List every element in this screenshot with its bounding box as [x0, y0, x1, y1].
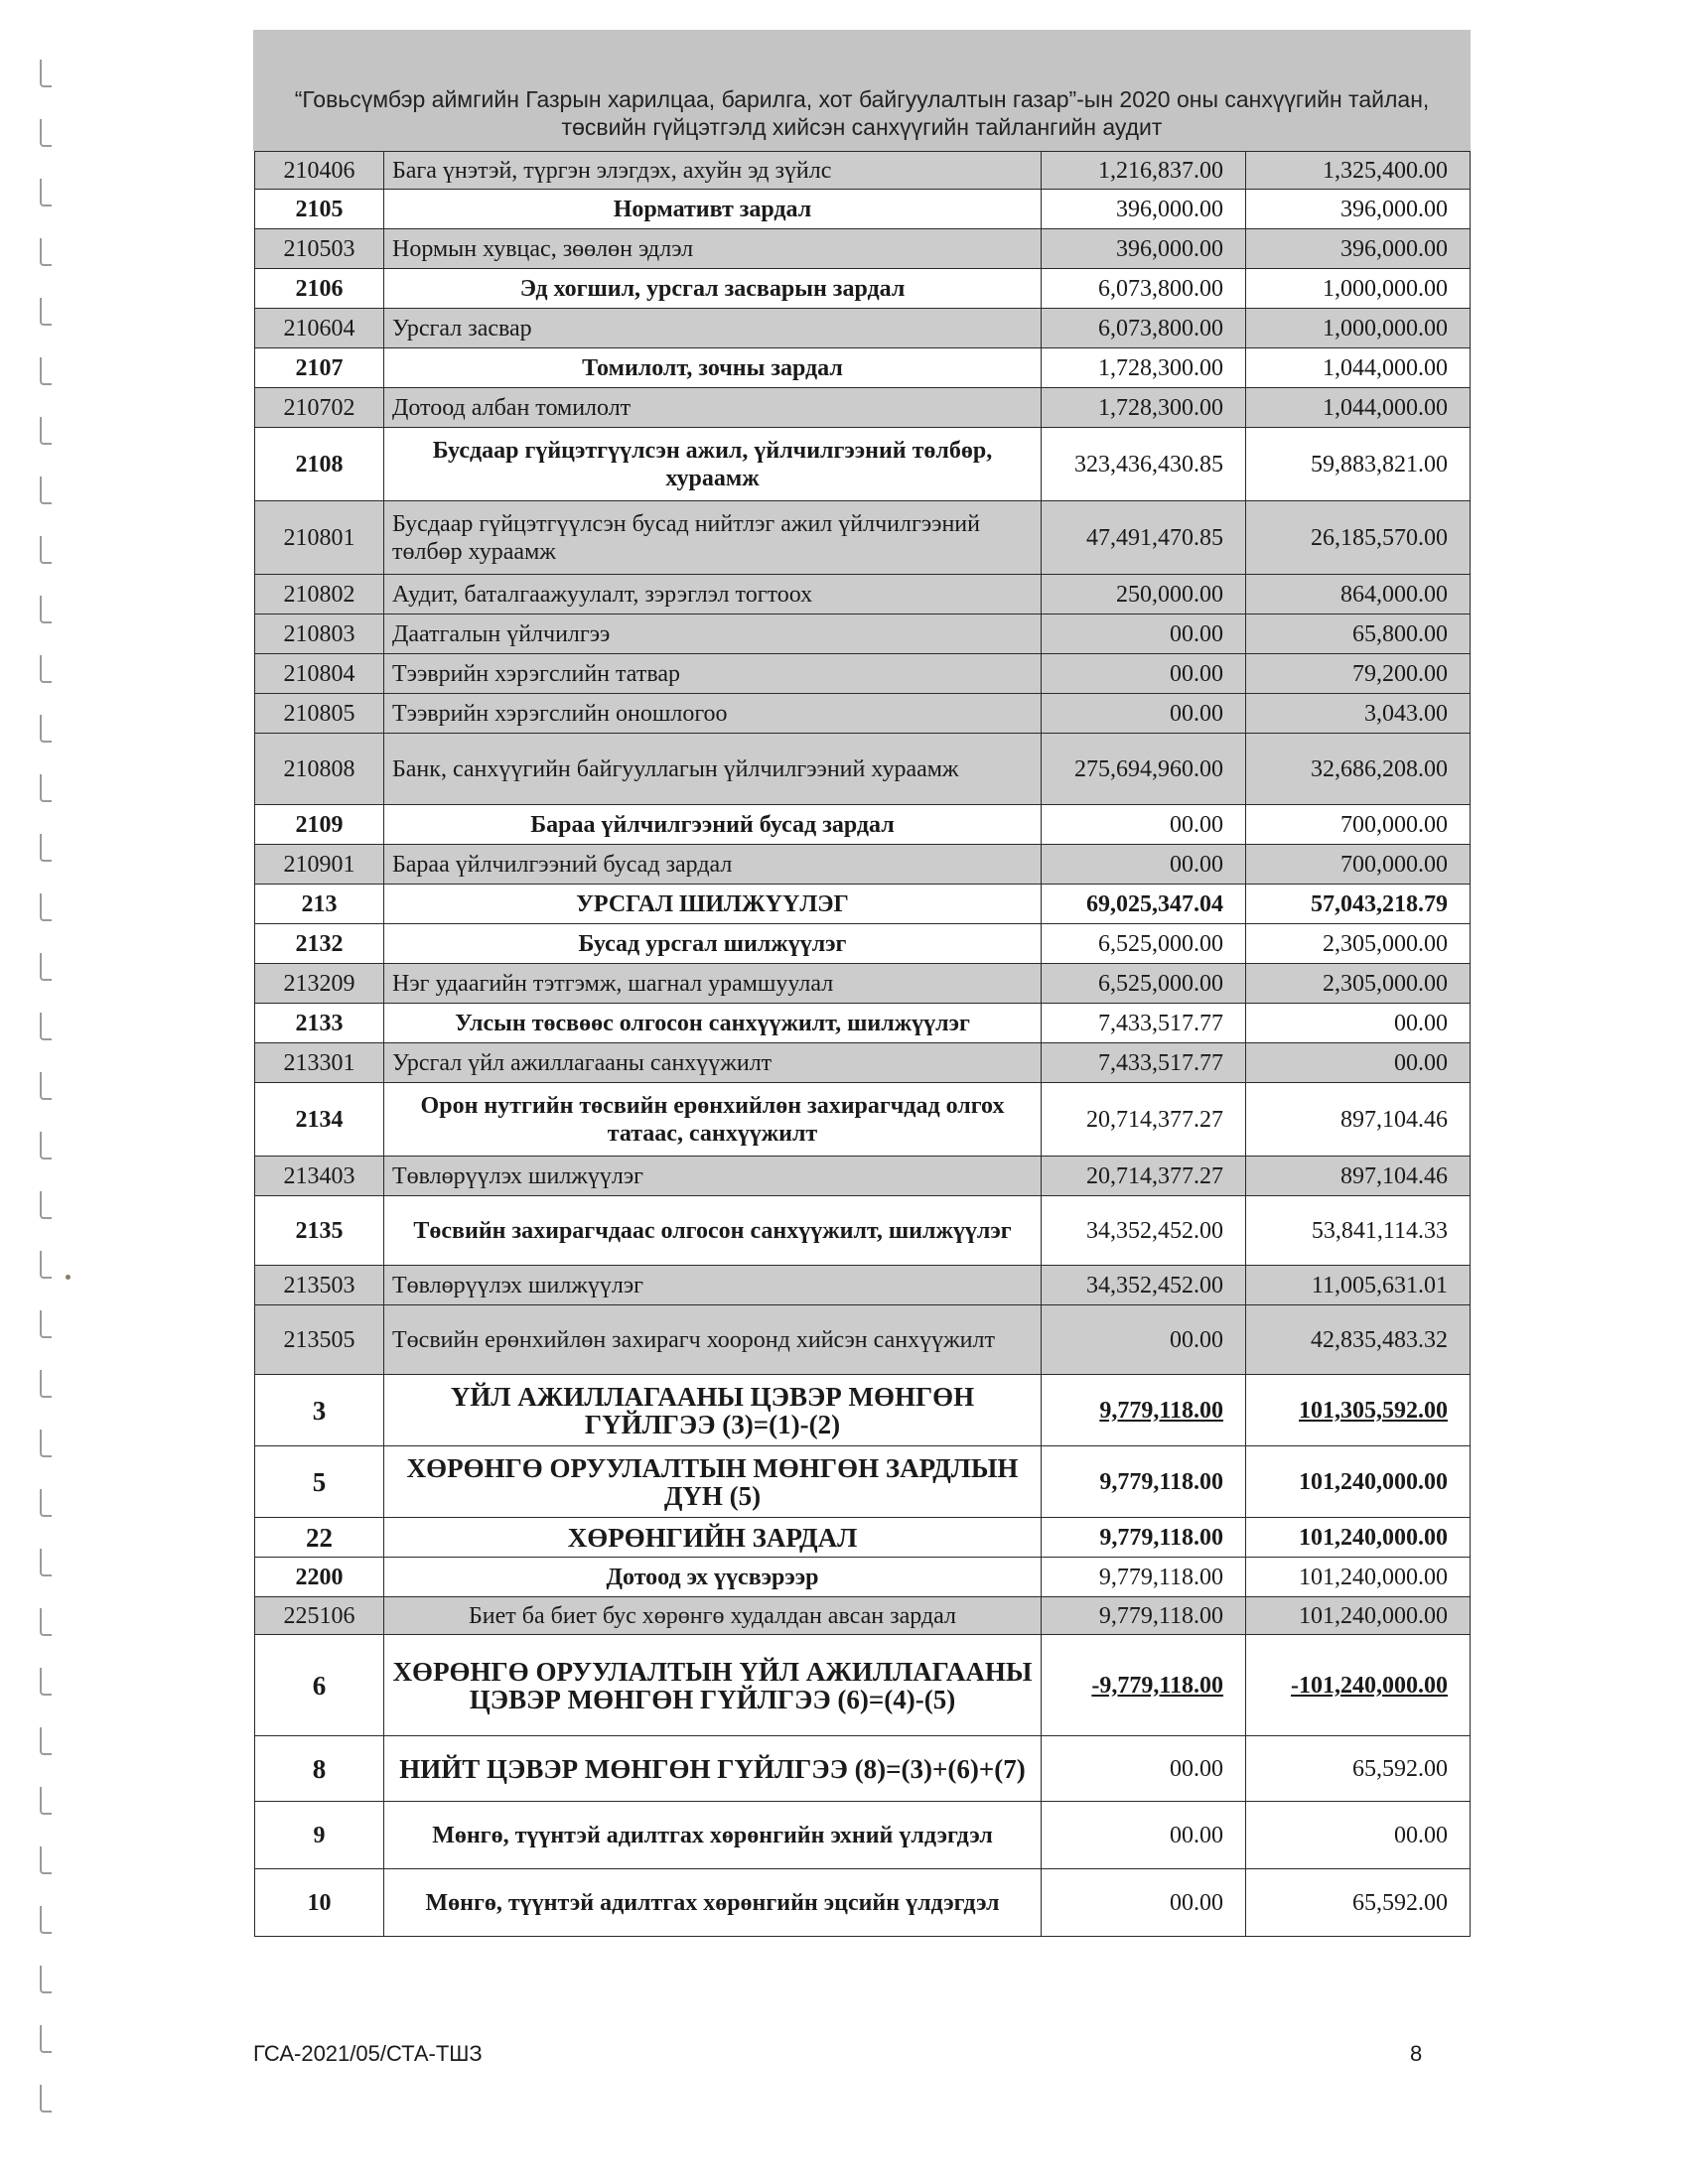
table-row: [255, 885, 1471, 924]
row-code: 9: [255, 1802, 384, 1869]
row-name: ХӨРӨНГИЙН ЗАРДАЛ: [384, 1518, 1042, 1558]
row-code: 2106: [255, 269, 384, 309]
document-id: ГСА-2021/05/СТА-ТШЗ: [253, 2041, 483, 2066]
row-code: 2109: [255, 805, 384, 845]
row-value-1: 34,352,452.00: [1042, 1196, 1246, 1266]
row-name: ХӨРӨНГӨ ОРУУЛАЛТЫН ҮЙЛ АЖИЛЛАГААНЫ ЦЭВЭР МӨНГӨН ГҮЙЛГЭЭ (6)=(4)-(5): [384, 1635, 1042, 1736]
row-name: Бараа үйлчилгээний бусад зардал: [384, 805, 1042, 845]
table-row: [255, 501, 1471, 575]
row-value-1: 396,000.00: [1042, 190, 1246, 229]
row-value-1: 20,714,377.27: [1042, 1083, 1246, 1157]
row-value-2: 65,592.00: [1246, 1736, 1471, 1802]
row-value-2: 1,044,000.00: [1246, 388, 1471, 428]
row-name: Тээврийн хэрэгслийн татвар: [384, 654, 1042, 694]
row-code: 22: [255, 1518, 384, 1558]
row-code: 10: [255, 1869, 384, 1937]
row-name: Нэг удаагийн тэтгэмж, шагнал урамшуулал: [384, 964, 1042, 1004]
row-code: 213503: [255, 1266, 384, 1305]
row-code: 210406: [255, 152, 384, 190]
table-row: [255, 734, 1471, 805]
row-value-2: -101,240,000.00: [1246, 1635, 1471, 1736]
row-value-2: 42,835,483.32: [1246, 1305, 1471, 1375]
page-number: 8: [1410, 2041, 1423, 2066]
row-value-1: 9,779,118.00: [1042, 1518, 1246, 1558]
table-row: [255, 1266, 1471, 1305]
table-row: [255, 845, 1471, 885]
row-code: 213209: [255, 964, 384, 1004]
row-value-2: 2,305,000.00: [1246, 924, 1471, 964]
row-name: Бусдаар гүйцэтгүүлсэн ажил, үйлчилгээний төлбөр, хураамж: [384, 428, 1042, 501]
row-value-2: 65,592.00: [1246, 1869, 1471, 1937]
row-value-2: 00.00: [1246, 1043, 1471, 1083]
row-value-2: 101,240,000.00: [1246, 1597, 1471, 1635]
row-value-1: 47,491,470.85: [1042, 501, 1246, 575]
row-code: 8: [255, 1736, 384, 1802]
row-name: Бусад урсгал шилжүүлэг: [384, 924, 1042, 964]
row-name: Төвлөрүүлэх шилжүүлэг: [384, 1266, 1042, 1305]
row-value-1: 6,073,800.00: [1042, 269, 1246, 309]
row-value-2: 396,000.00: [1246, 229, 1471, 269]
row-name: Тээврийн хэрэгслийн оношлогоо: [384, 694, 1042, 734]
row-value-1: 00.00: [1042, 1305, 1246, 1375]
row-code: 2107: [255, 348, 384, 388]
row-code: 210901: [255, 845, 384, 885]
table-row: [255, 1597, 1471, 1635]
row-value-1: 250,000.00: [1042, 575, 1246, 614]
table-row: [255, 309, 1471, 348]
row-value-2: 00.00: [1246, 1802, 1471, 1869]
row-code: 225106: [255, 1597, 384, 1635]
row-value-2: 32,686,208.00: [1246, 734, 1471, 805]
row-code: 213505: [255, 1305, 384, 1375]
row-value-2: 700,000.00: [1246, 805, 1471, 845]
row-value-1: 00.00: [1042, 1802, 1246, 1869]
row-code: 2200: [255, 1558, 384, 1597]
table-row: [255, 1518, 1471, 1558]
row-value-2: 2,305,000.00: [1246, 964, 1471, 1004]
row-value-2: 11,005,631.01: [1246, 1266, 1471, 1305]
row-name: Эд хогшил, урсгал засварын зардал: [384, 269, 1042, 309]
row-value-1: 9,779,118.00: [1042, 1446, 1246, 1518]
row-value-1: 00.00: [1042, 845, 1246, 885]
row-value-1: 9,779,118.00: [1042, 1375, 1246, 1446]
table-row: [255, 924, 1471, 964]
row-code: 2108: [255, 428, 384, 501]
table-row: [255, 614, 1471, 654]
table-row: [255, 1802, 1471, 1869]
row-code: 2133: [255, 1004, 384, 1043]
row-name: Аудит, баталгаажуулалт, зэрэглэл тогтоох: [384, 575, 1042, 614]
row-name: Мөнгө, түүнтэй адилтгах хөрөнгийн эхний үлдэгдэл: [384, 1802, 1042, 1869]
table-row: [255, 805, 1471, 845]
scan-speck: [66, 1275, 70, 1280]
row-code: 210604: [255, 309, 384, 348]
table-row: [255, 1004, 1471, 1043]
report-title: “Говьсүмбэр аймгийн Газрын харилцаа, барилга, хот байгуулалтын газар”-ын 2020 оны санхүүгийн тайлан, төсвийн гүйцэтгэлд хийсэн санхүүгийн тайлангийн аудит: [294, 86, 1430, 140]
table-row: [255, 190, 1471, 229]
row-code: 2132: [255, 924, 384, 964]
row-name: Даатгалын үйлчилгээ: [384, 614, 1042, 654]
row-value-1: 6,525,000.00: [1042, 964, 1246, 1004]
row-name: Төсвийн захирагчдаас олгосон санхүүжилт, шилжүүлэг: [384, 1196, 1042, 1266]
row-code: 213403: [255, 1157, 384, 1196]
row-value-1: 00.00: [1042, 654, 1246, 694]
row-code: 210802: [255, 575, 384, 614]
table-row: [255, 229, 1471, 269]
row-code: 210803: [255, 614, 384, 654]
row-name: ҮЙЛ АЖИЛЛАГААНЫ ЦЭВЭР МӨНГӨН ГҮЙЛГЭЭ (3)=(1)-(2): [384, 1375, 1042, 1446]
table-row: [255, 1869, 1471, 1937]
table-row: [255, 269, 1471, 309]
table-row: [255, 654, 1471, 694]
row-name: Улсын төсвөөс олгосон санхүүжилт, шилжүүлэг: [384, 1004, 1042, 1043]
row-code: 210808: [255, 734, 384, 805]
row-value-1: 9,779,118.00: [1042, 1597, 1246, 1635]
row-value-2: 1,000,000.00: [1246, 269, 1471, 309]
table-row: [255, 1635, 1471, 1736]
row-value-2: 3,043.00: [1246, 694, 1471, 734]
row-name: Нормын хувцас, зөөлөн эдлэл: [384, 229, 1042, 269]
row-value-2: 396,000.00: [1246, 190, 1471, 229]
row-value-2: 897,104.46: [1246, 1157, 1471, 1196]
row-value-2: 1,000,000.00: [1246, 309, 1471, 348]
row-code: 210503: [255, 229, 384, 269]
row-value-2: 101,305,592.00: [1246, 1375, 1471, 1446]
row-name: УРСГАЛ ШИЛЖҮҮЛЭГ: [384, 885, 1042, 924]
row-code: 2105: [255, 190, 384, 229]
row-value-1: 323,436,430.85: [1042, 428, 1246, 501]
row-value-2: 1,325,400.00: [1246, 152, 1471, 190]
table-row: [255, 1305, 1471, 1375]
row-name: Төвлөрүүлэх шилжүүлэг: [384, 1157, 1042, 1196]
row-code: 2134: [255, 1083, 384, 1157]
row-name: Орон нутгийн төсвийн ерөнхийлөн захирагчдад олгох татаас, санхүүжилт: [384, 1083, 1042, 1157]
row-value-1: 6,073,800.00: [1042, 309, 1246, 348]
row-value-2: 700,000.00: [1246, 845, 1471, 885]
row-name: Төсвийн ерөнхийлөн захирагч хооронд хийсэн санхүүжилт: [384, 1305, 1042, 1375]
binding-holes: [40, 0, 54, 2184]
row-code: 210801: [255, 501, 384, 575]
row-value-1: 1,728,300.00: [1042, 388, 1246, 428]
row-code: 210702: [255, 388, 384, 428]
row-value-2: 26,185,570.00: [1246, 501, 1471, 575]
row-value-1: 00.00: [1042, 614, 1246, 654]
row-code: 6: [255, 1635, 384, 1736]
table-row: [255, 1558, 1471, 1597]
row-value-1: 20,714,377.27: [1042, 1157, 1246, 1196]
row-value-2: 864,000.00: [1246, 575, 1471, 614]
row-code: 210805: [255, 694, 384, 734]
row-value-1: 275,694,960.00: [1042, 734, 1246, 805]
row-value-2: 101,240,000.00: [1246, 1518, 1471, 1558]
table-row: [255, 964, 1471, 1004]
row-value-2: 1,044,000.00: [1246, 348, 1471, 388]
row-value-1: 7,433,517.77: [1042, 1004, 1246, 1043]
table-row: [255, 1375, 1471, 1446]
table-row: [255, 1083, 1471, 1157]
row-value-2: 79,200.00: [1246, 654, 1471, 694]
table-row: [255, 1157, 1471, 1196]
row-name: Биет ба биет бус хөрөнгө худалдан авсан зардал: [384, 1597, 1042, 1635]
row-name: Нормативт зардал: [384, 190, 1042, 229]
row-value-1: 00.00: [1042, 694, 1246, 734]
row-name: Бусдаар гүйцэтгүүлсэн бусад нийтлэг ажил үйлчилгээний төлбөр хураамж: [384, 501, 1042, 575]
table-row: [255, 152, 1471, 190]
table-row: [255, 575, 1471, 614]
page-header: [253, 30, 1471, 151]
table-row: [255, 1736, 1471, 1802]
row-value-1: 1,216,837.00: [1042, 152, 1246, 190]
row-code: 213: [255, 885, 384, 924]
row-code: 210804: [255, 654, 384, 694]
row-code: 3: [255, 1375, 384, 1446]
row-value-2: 897,104.46: [1246, 1083, 1471, 1157]
row-code: 5: [255, 1446, 384, 1518]
table-row: [255, 428, 1471, 501]
table-row: [255, 694, 1471, 734]
row-name: Урсгал үйл ажиллагааны санхүүжилт: [384, 1043, 1042, 1083]
row-value-1: 7,433,517.77: [1042, 1043, 1246, 1083]
row-value-1: -9,779,118.00: [1042, 1635, 1246, 1736]
row-name: Банк, санхүүгийн байгууллагын үйлчилгээний хураамж: [384, 734, 1042, 805]
row-value-2: 53,841,114.33: [1246, 1196, 1471, 1266]
row-name: Томилолт, зочны зардал: [384, 348, 1042, 388]
row-value-1: 69,025,347.04: [1042, 885, 1246, 924]
row-code: 2135: [255, 1196, 384, 1266]
table-row: [255, 348, 1471, 388]
table-row: [255, 1196, 1471, 1266]
row-name: Бага үнэтэй, түргэн элэгдэх, ахуйн эд зүйлс: [384, 152, 1042, 190]
row-name: Дотоод эх үүсвэрээр: [384, 1558, 1042, 1597]
row-value-1: 00.00: [1042, 1869, 1246, 1937]
row-name: Урсгал засвар: [384, 309, 1042, 348]
row-name: Бараа үйлчилгээний бусад зардал: [384, 845, 1042, 885]
row-name: Дотоод албан томилолт: [384, 388, 1042, 428]
row-name: НИЙТ ЦЭВЭР МӨНГӨН ГҮЙЛГЭЭ (8)=(3)+(6)+(7): [384, 1736, 1042, 1802]
row-value-2: 101,240,000.00: [1246, 1446, 1471, 1518]
row-name: Мөнгө, түүнтэй адилтгах хөрөнгийн эцсийн үлдэгдэл: [384, 1869, 1042, 1937]
row-value-2: 65,800.00: [1246, 614, 1471, 654]
row-name: ХӨРӨНГӨ ОРУУЛАЛТЫН МӨНГӨН ЗАРДЛЫН ДҮН (5): [384, 1446, 1042, 1518]
row-value-2: 57,043,218.79: [1246, 885, 1471, 924]
row-value-1: 00.00: [1042, 805, 1246, 845]
row-value-1: 9,779,118.00: [1042, 1558, 1246, 1597]
cash-flow-table: [254, 151, 1471, 1937]
table-row: [255, 1446, 1471, 1518]
row-value-2: 101,240,000.00: [1246, 1558, 1471, 1597]
row-value-1: 00.00: [1042, 1736, 1246, 1802]
row-code: 213301: [255, 1043, 384, 1083]
row-value-1: 396,000.00: [1042, 229, 1246, 269]
row-value-1: 6,525,000.00: [1042, 924, 1246, 964]
row-value-2: 00.00: [1246, 1004, 1471, 1043]
table-row: [255, 1043, 1471, 1083]
table-row: [255, 388, 1471, 428]
row-value-2: 59,883,821.00: [1246, 428, 1471, 501]
row-value-1: 1,728,300.00: [1042, 348, 1246, 388]
row-value-1: 34,352,452.00: [1042, 1266, 1246, 1305]
